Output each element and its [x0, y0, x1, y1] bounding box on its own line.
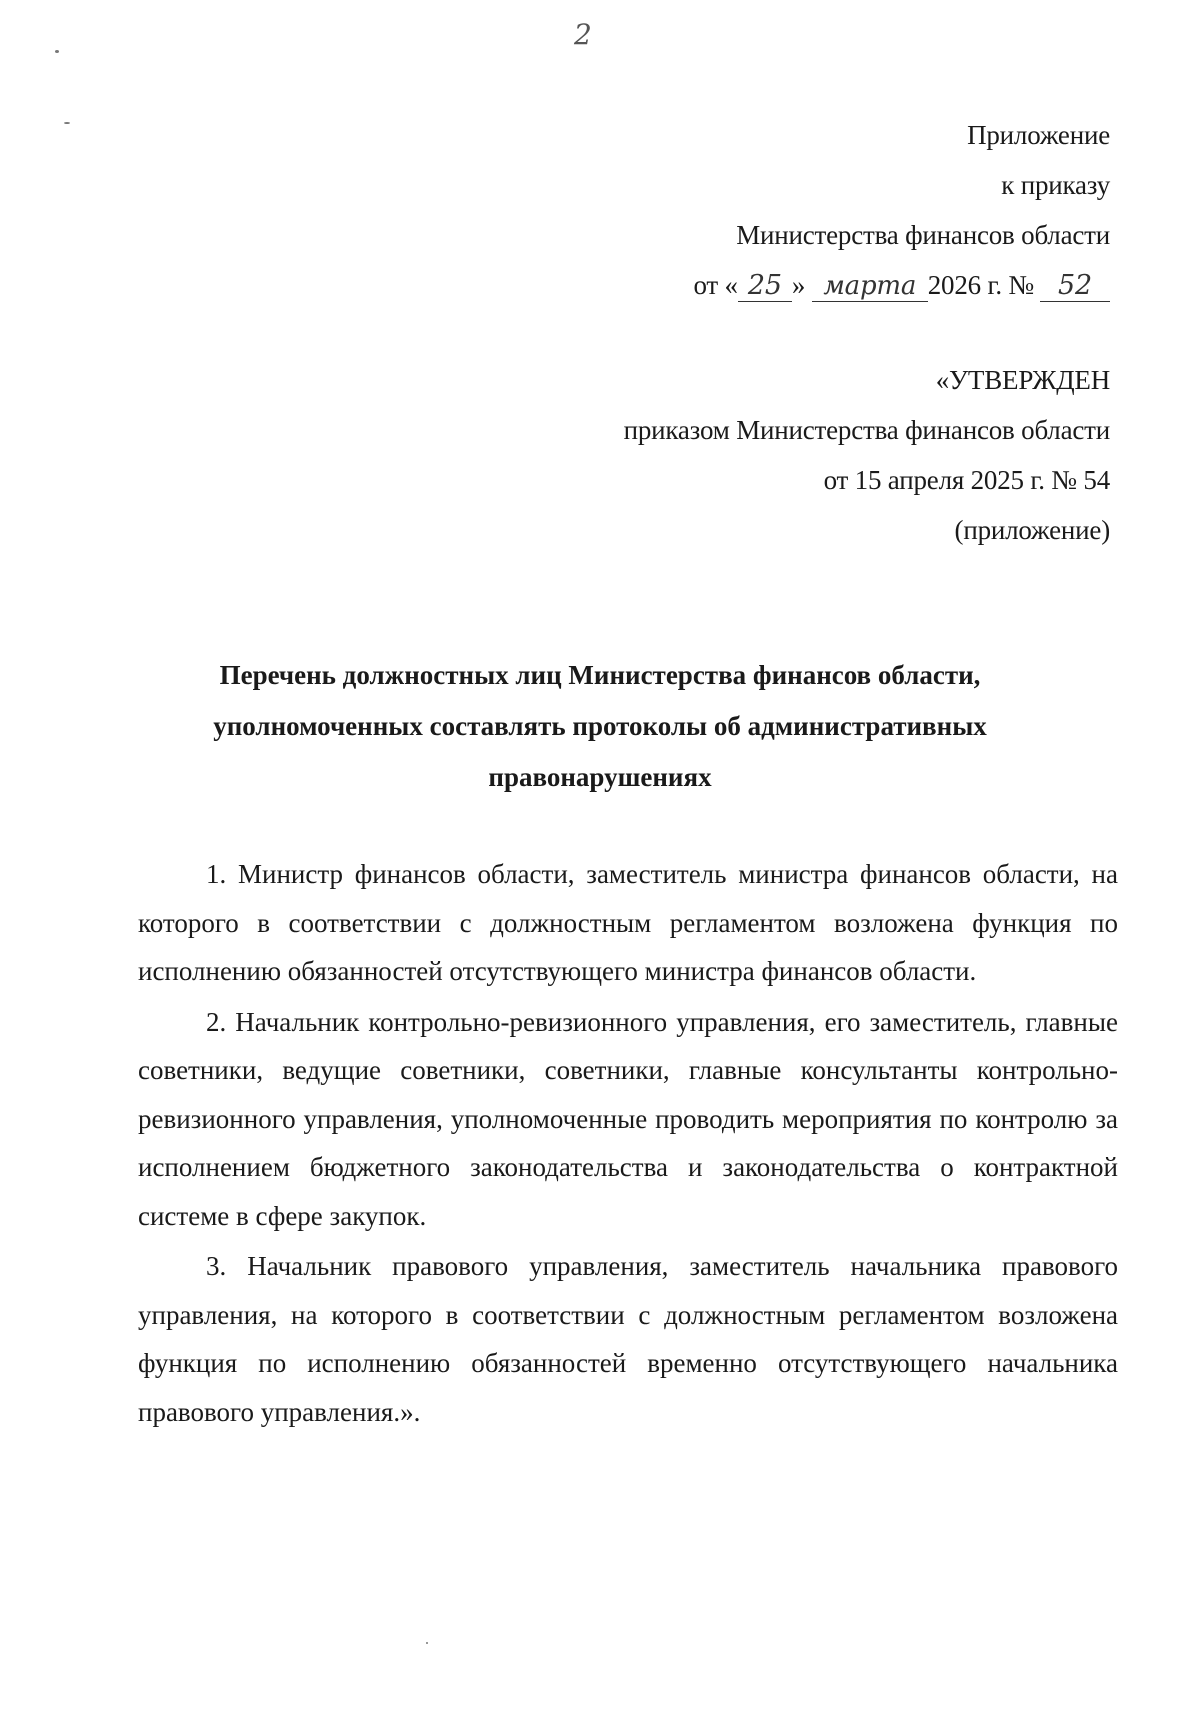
approved-line-4: (приложение): [954, 515, 1110, 545]
approved-line-3: от 15 апреля 2025 г. № 54: [823, 465, 1110, 495]
date-separator: »: [791, 270, 806, 300]
list-item-1: 1. Министр финансов области, заместитель министра финансов области, на которого в соответствии с должностным регламентом возложена функция по исполнению обязанностей отсутствующего министра финансов области.: [138, 859, 1118, 986]
appendix-header: [693, 110, 1110, 310]
title-line-2: уполномоченных составлять протоколы об административных: [213, 711, 987, 741]
date-year: 2026 г. №: [927, 270, 1034, 300]
appendix-date-line: [693, 260, 1110, 310]
scan-speck: [55, 50, 59, 53]
handwritten-month: марта: [812, 271, 928, 302]
approved-block: [624, 355, 1110, 555]
title-line-1: Перечень должностных лиц Министерства финансов области,: [219, 660, 981, 690]
appendix-line-2: к приказу: [1001, 170, 1110, 200]
date-prefix: от «: [693, 270, 738, 300]
appendix-line-1: Приложение: [967, 120, 1110, 150]
title-line-3: правонарушениях: [488, 762, 712, 792]
appendix-line-3: Министерства финансов области: [736, 220, 1110, 250]
scan-speck: [426, 1642, 428, 1644]
approved-line-1: «УТВЕРЖДЕН: [935, 365, 1110, 395]
scan-speck: [64, 122, 70, 124]
handwritten-day: 25: [738, 271, 792, 302]
document-title: [140, 650, 1060, 803]
document-body: [138, 850, 1118, 1438]
list-item-2: 2. Начальник контрольно-ревизионного управления, его заместитель, главные советники, ведущие советники, советники, главные консультанты контрольно-ревизионного управления, уполномоченные проводить мероприятия по контролю за исполнением бюджетного законодательства и законодательства о контрактной системе в сфере закупок.: [138, 1006, 1118, 1231]
approved-line-2: приказом Министерства финансов области: [623, 415, 1110, 445]
handwritten-order-number: 52: [1040, 271, 1110, 302]
list-item-3: 3. Начальник правового управления, заместитель начальника правового управления, на которого в соответствии с должностным регламентом возложена функция по исполнению обязанностей временно отсутствующего начальника правового управления.».: [138, 1251, 1118, 1427]
page-number: 2: [574, 18, 592, 51]
